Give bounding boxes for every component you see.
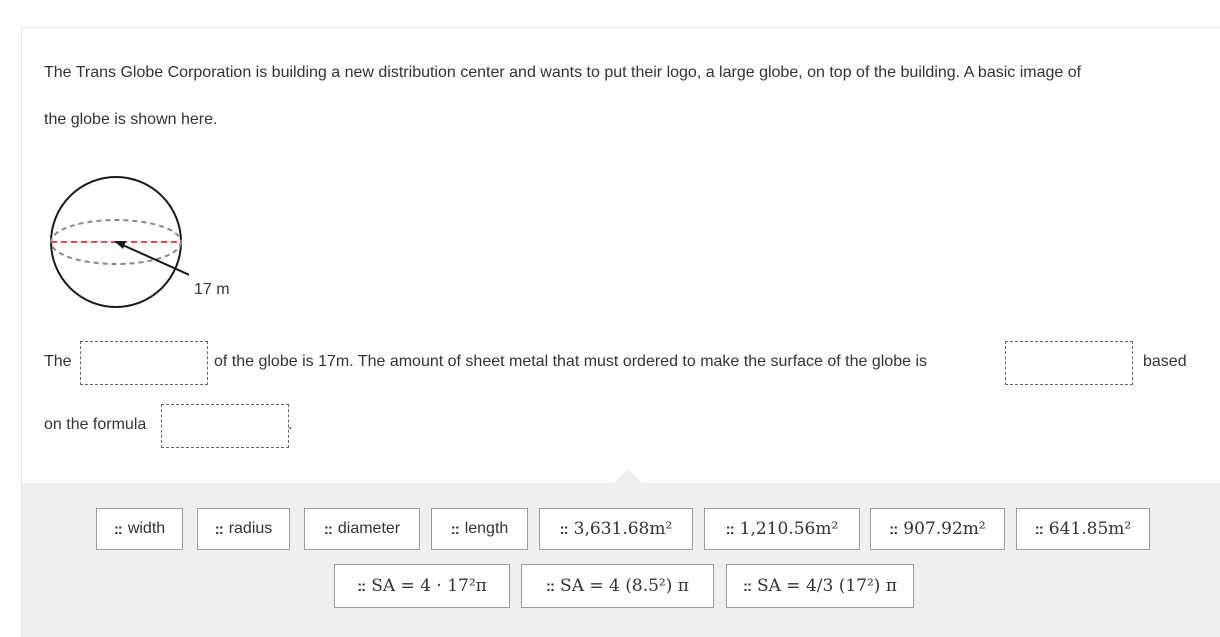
- tile-label: 1,210.56m²: [739, 519, 839, 539]
- tray-pointer: [614, 469, 642, 483]
- answer-tray: [22, 483, 1220, 637]
- grip-icon: ::: [742, 577, 751, 595]
- grip-icon: ::: [323, 520, 332, 538]
- fill-text-based: based: [1143, 353, 1187, 370]
- question-text-line-2: the globe is shown here.: [44, 111, 218, 128]
- tile-diameter[interactable]: [304, 508, 420, 550]
- drop-zone-1[interactable]: [80, 341, 208, 385]
- globe-figure: [44, 174, 189, 314]
- grip-icon: ::: [546, 577, 555, 595]
- tile-label: SA = 4 (8.5²) π: [560, 576, 689, 596]
- tile-area-907[interactable]: [870, 508, 1005, 550]
- drop-zone-3[interactable]: [161, 404, 289, 448]
- tile-label: 907.92m²: [903, 519, 986, 539]
- tile-label: 641.85m²: [1048, 519, 1132, 539]
- grip-icon: ::: [357, 577, 366, 595]
- question-card: [21, 27, 1220, 637]
- grip-icon: ::: [889, 520, 898, 538]
- tile-area-1210[interactable]: [704, 508, 860, 550]
- grip-icon: ::: [214, 520, 223, 538]
- fill-text-the: The: [44, 353, 72, 370]
- arrow-head: [114, 241, 126, 249]
- tile-area-3631[interactable]: [539, 508, 693, 550]
- tile-label: SA = 4/3 (17²) π: [756, 576, 898, 596]
- tile-label: diameter: [337, 520, 401, 537]
- tile-label: width: [127, 520, 166, 537]
- grip-icon: ::: [113, 520, 122, 538]
- tile-length[interactable]: [431, 508, 528, 550]
- tile-label: SA = 4 · 17²π: [371, 576, 487, 596]
- grip-icon: ::: [559, 520, 568, 538]
- tile-width[interactable]: [96, 508, 183, 550]
- grip-icon: ::: [450, 520, 459, 538]
- grip-icon: ::: [1034, 520, 1043, 538]
- fill-text-middle: of the globe is 17m. The amount of sheet metal that must ordered to make the surface of the globe is: [214, 353, 927, 370]
- fill-text-period: .: [288, 416, 293, 433]
- tile-label: length: [464, 520, 509, 537]
- tile-radius[interactable]: [197, 508, 290, 550]
- tile-label: radius: [228, 520, 273, 537]
- tile-formula-4-8p5sq[interactable]: [521, 564, 714, 608]
- tile-area-641[interactable]: [1016, 508, 1150, 550]
- question-text-line-1: The Trans Globe Corporation is building a new distribution center and wants to put their logo, a large globe, on top of the building. A basic image of: [44, 64, 1082, 81]
- tile-label: 3,631.68m²: [573, 519, 673, 539]
- tile-formula-4-thirds[interactable]: [726, 564, 914, 608]
- fill-text-on-formula: on the formula: [44, 416, 147, 433]
- drop-zone-2[interactable]: [1005, 341, 1133, 385]
- radius-label: 17 m: [194, 281, 230, 298]
- grip-icon: ::: [725, 520, 734, 538]
- tile-formula-4-17sq[interactable]: [334, 564, 510, 608]
